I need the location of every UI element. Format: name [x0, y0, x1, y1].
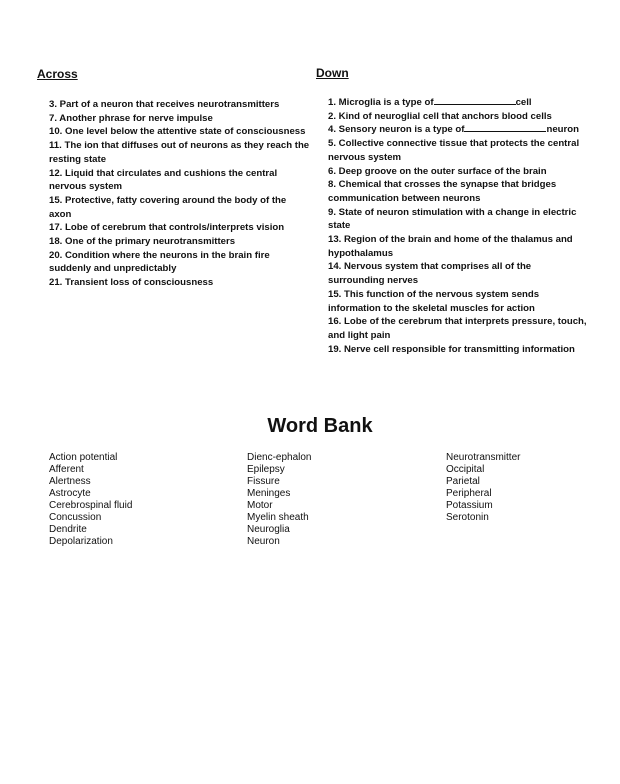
across-clue: 18. One of the primary neurotransmitters: [49, 236, 236, 248]
across-clue: 11. The ion that diffuses out of neurons as they reach the resting state: [49, 140, 310, 165]
across-clue: 7. Another phrase for nerve impulse: [49, 112, 213, 124]
word-bank-item: Meninges: [247, 488, 291, 499]
word-bank-column: [446, 452, 520, 524]
across-heading: Across: [37, 67, 78, 81]
word-bank-column: [49, 452, 132, 548]
word-bank-item: Action potential: [49, 452, 118, 463]
across-clue: 12. Liquid that circulates and cushions the central nervous system: [49, 167, 278, 193]
word-bank-item: Serotonin: [446, 512, 489, 523]
word-bank-title: Word Bank: [267, 415, 373, 437]
word-bank-item: Peripheral: [446, 488, 492, 499]
down-heading: Down: [316, 66, 349, 80]
word-bank-item: Neuron: [247, 536, 280, 547]
clue-text: 1. Microglia is a type of: [328, 97, 434, 108]
word-bank-item: Neuroglia: [247, 524, 290, 535]
across-clue: 10. One level below the attentive state of consciousness: [49, 126, 306, 138]
across-clues: [49, 98, 311, 290]
word-bank-item: Dendrite: [49, 524, 87, 535]
word-bank-item: Occipital: [446, 464, 485, 475]
word-bank-item: Afferent: [49, 464, 84, 475]
down-clue-4: [328, 123, 590, 137]
word-bank-item: Potassium: [446, 500, 493, 511]
down-clue: 14. Nervous system that comprises all of the surrounding nerves: [328, 261, 532, 287]
word-bank-item: Astrocyte: [49, 488, 91, 499]
down-clue: 6. Deep groove on the outer surface of the brain: [328, 165, 547, 177]
answer-blank: [464, 123, 546, 132]
word-bank-item: Epilepsy: [247, 464, 285, 475]
down-clue: 8. Chemical that crosses the synapse that bridges communication between neurons: [328, 179, 557, 204]
across-clue: 17. Lobe of cerebrum that controls/interprets vision: [49, 222, 285, 234]
word-bank-item: Cerebrospinal fluid: [49, 500, 133, 511]
down-clue: 9. State of neuron stimulation with a change in electric state: [328, 206, 577, 232]
across-clue: 3. Part of a neuron that receives neurotransmitters: [49, 99, 280, 110]
down-clue-2: 2. Kind of neuroglial cell that anchors blood cells: [328, 110, 552, 122]
down-clue-1: [328, 96, 590, 110]
down-clues: [328, 96, 590, 356]
across-clue: 20. Condition where the neurons in the brain fire suddenly and unpredictably: [49, 249, 270, 275]
down-clue: 19. Nerve cell responsible for transmitting information: [328, 343, 575, 355]
word-bank-item: Dienc-ephalon: [247, 452, 312, 463]
word-bank-item: Alertness: [49, 476, 91, 487]
word-bank-item: Neurotransmitter: [446, 452, 521, 463]
word-bank-item: Motor: [247, 500, 273, 511]
across-clue: 15. Protective, fatty covering around the body of the axon: [49, 194, 287, 220]
word-bank-item: Myelin sheath: [247, 512, 309, 523]
down-clue: 13. Region of the brain and home of the thalamus and hypothalamus: [328, 234, 573, 259]
word-bank-item: Parietal: [446, 476, 480, 487]
down-clue: 15. This function of the nervous system sends information to the skeletal muscles for action: [328, 288, 540, 314]
word-bank-item: Depolarization: [49, 536, 113, 547]
word-bank-column: [247, 452, 312, 548]
answer-blank: [434, 96, 516, 105]
word-bank-item: Concussion: [49, 512, 102, 523]
across-clue: 21. Transient loss of consciousness: [49, 277, 214, 289]
clue-text: 4. Sensory neuron is a type of: [328, 124, 465, 136]
word-bank-item: Fissure: [247, 476, 280, 487]
clue-text: neuron: [546, 124, 579, 136]
clue-text: cell: [515, 97, 532, 108]
down-clue: 5. Collective connective tissue that protects the central nervous system: [328, 138, 580, 163]
down-clue: 16. Lobe of the cerebrum that interprets pressure, touch, and light pain: [328, 316, 587, 341]
